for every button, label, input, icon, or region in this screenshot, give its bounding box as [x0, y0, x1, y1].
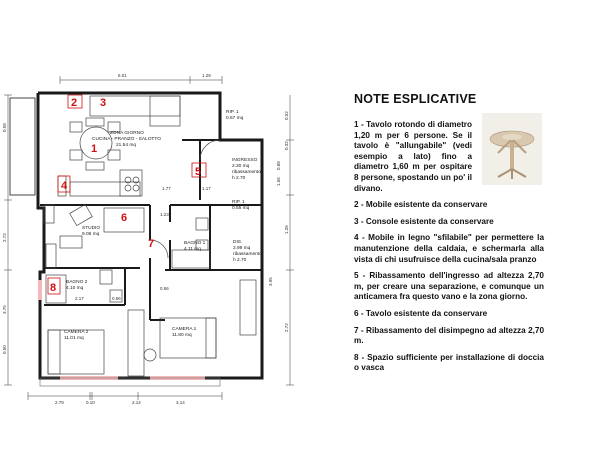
room-bagno1-name: BAGNO 1	[184, 241, 206, 246]
dim-inner-0: 1.77	[162, 186, 171, 191]
dim-inner-3: 0.56	[160, 286, 169, 291]
room-rip1a-name: RIP. 1	[226, 110, 239, 115]
room-zona-giorno-name: ZONA GIORNO	[110, 131, 144, 136]
marker-1: 1	[91, 143, 98, 155]
notes-panel	[354, 92, 544, 380]
room-bagno2-name: BAGNO 2	[66, 280, 88, 285]
dim-bottom-3: 3.14	[176, 400, 185, 405]
inner-walls	[40, 140, 262, 320]
room-dis-name: DIS.	[233, 240, 243, 245]
room-zona-giorno-line2: CUCINA - PRANZO - SALOTTO	[92, 137, 161, 142]
room-ingresso-area: 2.30 mq	[232, 164, 250, 169]
dim-right-4: 1.26	[284, 225, 289, 234]
room-rip1b-area: 0.55 mq	[232, 206, 250, 211]
notes-title: NOTE ESPLICATIVE	[354, 92, 477, 106]
dim-inner-4: 2.17	[75, 296, 84, 301]
note-7: 7 - Ribassamento del disimpegno ad altezza 2,70 m.	[354, 325, 544, 346]
marker-7: 7	[148, 238, 155, 250]
note-3: 3 - Console esistente da conservare	[354, 216, 494, 226]
markers	[48, 95, 206, 294]
note-8: 8 - Spazio sufficiente per installazione di doccia o vasca	[354, 352, 544, 373]
room-camera2-area: 11.01 mq	[64, 336, 84, 341]
marker-8: 8	[50, 282, 57, 294]
dim-left-1: 2.72	[2, 233, 7, 242]
dim-top-0: 6.01	[118, 73, 127, 78]
room-dis-extra1: ribassamento	[233, 252, 262, 257]
terrace	[10, 98, 35, 195]
room-rip1a-area: 0.67 mq	[226, 116, 244, 121]
note-6: 6 - Tavolo esistente da conservare	[354, 308, 488, 318]
room-studio-name: STUDIO	[82, 226, 101, 231]
dim-right-1: 0.32	[284, 141, 289, 150]
marker-5: 5	[195, 166, 202, 178]
marker-2: 2	[71, 97, 78, 109]
room-bagno1-area: 4.11 mq	[184, 247, 201, 252]
dim-inner-2: 1.23	[160, 212, 169, 217]
dim-left-2: 3.75	[2, 305, 7, 314]
room-dis-extra2: h 2.70	[233, 258, 247, 263]
room-ingresso-name: INGRESSO	[232, 158, 258, 163]
room-zona-giorno-area: 21.54 mq	[116, 143, 137, 148]
note-2: 2 - Mobile esistente da conservare	[354, 200, 488, 210]
dim-top-1: 1.29	[202, 73, 211, 78]
dim-bottom-2: 2.14	[132, 400, 141, 405]
marker-6: 6	[121, 212, 128, 224]
dim-left-0: 0.58	[2, 123, 7, 132]
room-ingresso-extra1: ribassamento	[232, 170, 261, 175]
dim-right-2: 0.68	[276, 161, 281, 170]
note-4: 4 - Mobile in legno "sfilabile" per permettere la manutenzione della caldaia, e schermarla alla vista di chi usufruisce della cucina/sala pranzo	[354, 233, 544, 264]
marker-4: 4	[61, 180, 68, 192]
room-ingresso-extra2: h 2.70	[232, 176, 246, 181]
room-bagno2-area: 4.10 mq	[66, 286, 84, 291]
room-rip1b-name: RIP. 1	[232, 200, 245, 205]
room-camera1-name: CAMERA 1	[172, 327, 197, 332]
dim-right-3: 1.56	[276, 177, 281, 186]
room-camera2-name: CAMERA 2	[64, 330, 89, 335]
dim-inner-5: 0.66	[112, 296, 121, 301]
dim-left-3: 0.50	[2, 345, 7, 354]
dim-bottom-0: 2.79	[55, 400, 64, 405]
dim-right-5: 3.95	[268, 277, 273, 286]
note-1: 1 - Tavolo rotondo di diametro 1,20 m per 6 persone. Se il tavolo è "allungabile" (vedi esempio a lato) fino a diametro 1,60 m per ospitare 8 persone, spostando un po' il divano.	[354, 120, 472, 193]
room-camera1-area: 11.80 mq	[172, 333, 192, 338]
room-dis-area: 2.99 mq	[233, 246, 251, 251]
note-5: 5 - Ribassamento dell'ingresso ad altezza 2,70 m, per creare una separazione, e comunque un anticamera fra questo vano e la zona giorno.	[354, 271, 544, 302]
room-studio-area: 9.06 mq	[82, 232, 100, 237]
marker-3: 3	[100, 97, 107, 109]
dim-inner-1: 1.17	[202, 186, 211, 191]
dim-bottom-1: 0.10	[86, 400, 95, 405]
dim-right-6: 2.72	[284, 323, 289, 332]
dim-right-0: 0.52	[284, 111, 289, 120]
